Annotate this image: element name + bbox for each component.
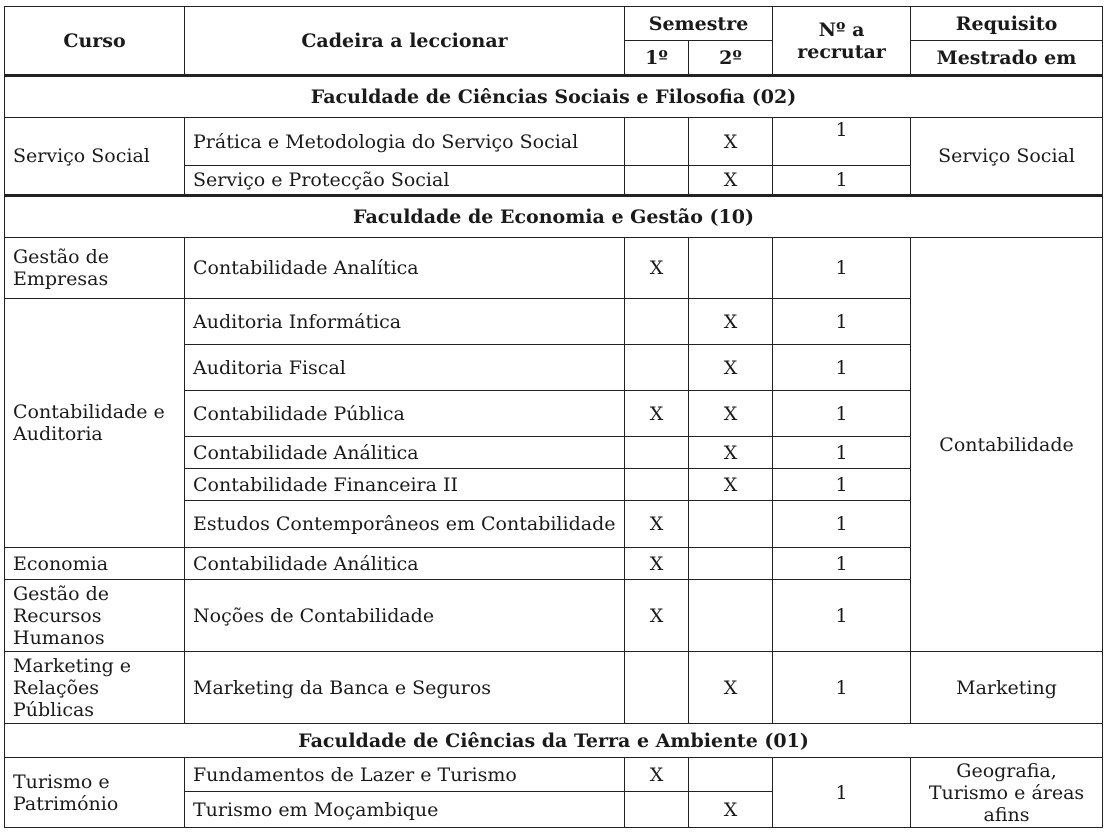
requisito-cell: Geografia, Turismo e áreas afins: [911, 758, 1103, 828]
requisito-cell: Serviço Social: [911, 118, 1103, 196]
header-recrutar: Nº a recrutar: [773, 7, 911, 76]
sem2-cell: X: [689, 299, 773, 345]
recrutar-cell: 1: [773, 652, 911, 724]
sem2-cell: [689, 501, 773, 548]
sem2-cell: X: [689, 118, 773, 166]
sem2-cell: [689, 580, 773, 652]
table-row: [5, 118, 1103, 166]
cadeira-cell: Auditoria Fiscal: [185, 345, 625, 391]
cadeira-cell: Contabilidade Pública: [185, 391, 625, 437]
recrutar-cell: 1: [773, 437, 911, 469]
recrutar-cell: 1: [773, 548, 911, 580]
sem2-cell: X: [689, 437, 773, 469]
recruitment-table: [4, 6, 1103, 828]
header-requisito: Requisito: [911, 7, 1103, 41]
cadeira-cell: Turismo em Moçambique: [185, 792, 625, 828]
recrutar-cell: 1: [773, 580, 911, 652]
recrutar-cell: 1: [773, 345, 911, 391]
curso-cell: Turismo e Património: [5, 758, 185, 828]
requisito-cell: Marketing: [911, 652, 1103, 724]
sem1-cell: X: [625, 548, 689, 580]
sem1-cell: [625, 299, 689, 345]
faculty-row: [5, 724, 1103, 758]
faculty-row: [5, 196, 1103, 238]
sem1-cell: [625, 118, 689, 166]
sem2-cell: X: [689, 166, 773, 196]
table-row: [5, 238, 1103, 299]
faculty-row: [5, 76, 1103, 118]
sem2-cell: X: [689, 345, 773, 391]
sem2-cell: [689, 548, 773, 580]
curso-cell: Gestão de Recursos Humanos: [5, 580, 185, 652]
cadeira-cell: Serviço e Protecção Social: [185, 166, 625, 196]
cadeira-cell: Prática e Metodologia do Serviço Social: [185, 118, 625, 166]
cadeira-cell: Fundamentos de Lazer e Turismo: [185, 758, 625, 792]
curso-cell: Marketing e Relações Públicas: [5, 652, 185, 724]
cadeira-cell: Estudos Contemporâneos em Contabilidade: [185, 501, 625, 548]
curso-cell: Contabilidade e Auditoria: [5, 299, 185, 548]
sem2-cell: X: [689, 469, 773, 501]
recrutar-cell: 1: [773, 238, 911, 299]
sem2-cell: X: [689, 391, 773, 437]
header-semestre: Semestre: [625, 7, 773, 41]
curso-cell: Gestão de Empresas: [5, 238, 185, 299]
recrutar-cell: 1: [773, 299, 911, 345]
sem1-cell: X: [625, 238, 689, 299]
cadeira-cell: Contabilidade Análitica: [185, 548, 625, 580]
header-row: [5, 7, 1103, 41]
sem1-cell: [625, 166, 689, 196]
cadeira-cell: Contabilidade Analítica: [185, 238, 625, 299]
sem1-cell: [625, 792, 689, 828]
sem1-cell: [625, 652, 689, 724]
sem1-cell: X: [625, 391, 689, 437]
faculty-title: Faculdade de Economia e Gestão (10): [5, 196, 1103, 238]
sem1-cell: [625, 437, 689, 469]
cadeira-cell: Contabilidade Análitica: [185, 437, 625, 469]
sem1-cell: [625, 345, 689, 391]
table-row: [5, 758, 1103, 792]
recrutar-cell: 1: [773, 391, 911, 437]
recrutar-cell: 1: [773, 166, 911, 196]
requisito-cell: Contabilidade: [911, 238, 1103, 652]
curso-cell: Economia: [5, 548, 185, 580]
cadeira-cell: Noções de Contabilidade: [185, 580, 625, 652]
header-mestrado: Mestrado em: [911, 41, 1103, 76]
curso-cell: Serviço Social: [5, 118, 185, 196]
header-sem1: 1º: [625, 41, 689, 76]
faculty-title: Faculdade de Ciências Sociais e Filosofia (02): [5, 76, 1103, 118]
sem2-cell: X: [689, 792, 773, 828]
sem2-cell: [689, 758, 773, 792]
header-curso: Curso: [5, 7, 185, 76]
recrutar-cell: 1: [773, 758, 911, 828]
sem1-cell: X: [625, 501, 689, 548]
recrutar-cell: 1: [773, 118, 911, 166]
cadeira-cell: Marketing da Banca e Seguros: [185, 652, 625, 724]
sem2-cell: [689, 238, 773, 299]
recrutar-cell: 1: [773, 501, 911, 548]
header-sem2: 2º: [689, 41, 773, 76]
header-cadeira: Cadeira a leccionar: [185, 7, 625, 76]
sem2-cell: X: [689, 652, 773, 724]
sem1-cell: X: [625, 758, 689, 792]
cadeira-cell: Auditoria Informática: [185, 299, 625, 345]
recrutar-cell: 1: [773, 469, 911, 501]
sem1-cell: X: [625, 580, 689, 652]
faculty-title: Faculdade de Ciências da Terra e Ambiente (01): [5, 724, 1103, 758]
table-row: [5, 652, 1103, 724]
sem1-cell: [625, 469, 689, 501]
cadeira-cell: Contabilidade Financeira II: [185, 469, 625, 501]
